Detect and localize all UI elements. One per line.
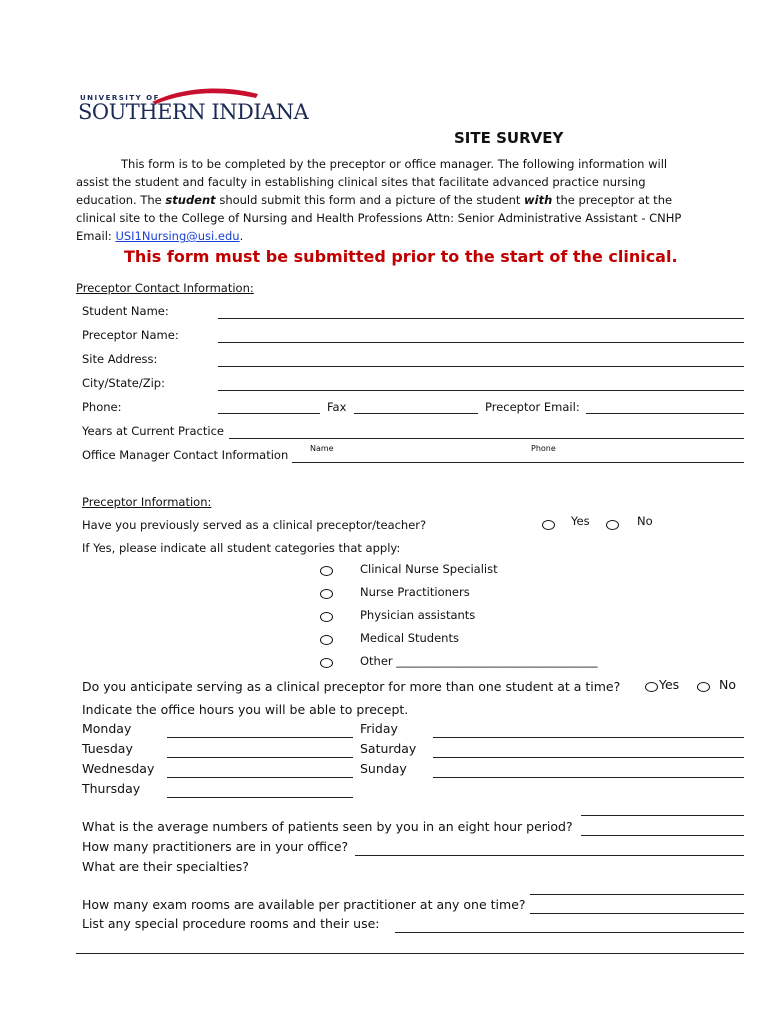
q-multiple-students: Do you anticipate serving as a clinical preceptor for more than one student at a time? — [82, 679, 621, 694]
wednesday-field[interactable] — [167, 777, 353, 778]
office-manager-field[interactable] — [292, 462, 744, 463]
student-name-field[interactable] — [218, 318, 744, 319]
site-address-label: Site Address: — [82, 352, 158, 366]
q-procedure-rooms: List any special procedure rooms and their use: — [82, 916, 380, 931]
monday-field[interactable] — [167, 737, 353, 738]
friday-field[interactable] — [433, 737, 744, 738]
category-other-label: Other ___________________________________ — [360, 654, 598, 668]
preceptor-email-label: Preceptor Email: — [485, 400, 580, 414]
category-med-radio[interactable] — [320, 635, 333, 645]
category-cns-radio[interactable] — [320, 566, 333, 576]
email-link[interactable]: USI1Nursing@usi.edu — [115, 229, 240, 243]
city-state-zip-field[interactable] — [218, 390, 744, 391]
phone-label: Phone: — [82, 400, 122, 414]
category-pa-radio[interactable] — [320, 612, 333, 622]
submission-warning: This form must be submitted prior to the start of the clinical. — [124, 247, 678, 266]
category-med-label: Medical Students — [360, 631, 459, 645]
page-title: SITE SURVEY — [454, 129, 564, 147]
student-name-label: Student Name: — [82, 304, 169, 318]
saturday-field[interactable] — [433, 757, 744, 758]
sunday-field[interactable] — [433, 777, 744, 778]
saturday-label: Saturday — [360, 741, 417, 756]
q2-yes-label: Yes — [659, 677, 680, 692]
category-other-radio[interactable] — [320, 658, 333, 668]
preceptor-email-field[interactable] — [586, 413, 744, 414]
q-patients-per-period: What is the average numbers of patients seen by you in an eight hour period? — [82, 819, 573, 834]
fax-label: Fax — [327, 400, 347, 414]
q1-yes-label: Yes — [571, 514, 590, 528]
q1-yes-radio[interactable] — [542, 520, 555, 530]
phone-field[interactable] — [218, 413, 320, 414]
practitioners-field[interactable] — [355, 855, 744, 856]
category-cns-label: Clinical Nurse Specialist — [360, 562, 498, 576]
intro-line-4: clinical site to the College of Nursing and Health Professions Attn: Senior Administrative Assistant - CNHP — [76, 211, 682, 225]
patients-field-top[interactable] — [581, 815, 744, 816]
q-practitioners-count: How many practitioners are in your office? — [82, 839, 349, 854]
intro-line-2: assist the student and faculty in establishing clinical sites that facilitate advanced practice nursing — [76, 175, 646, 189]
patients-field[interactable] — [581, 835, 744, 836]
q-previous-preceptor: Have you previously served as a clinical preceptor/teacher? — [82, 518, 427, 532]
q-specialties: What are their specialties? — [82, 859, 249, 874]
q1-no-label: No — [637, 514, 653, 528]
q2-no-label: No — [719, 677, 736, 692]
category-pa-label: Physician assistants — [360, 608, 476, 622]
years-practice-label: Years at Current Practice — [82, 424, 224, 438]
city-state-zip-label: City/State/Zip: — [82, 376, 165, 390]
q2-yes-radio[interactable] — [645, 682, 658, 692]
logo-main-text: SOUTHERN INDIANA — [78, 100, 309, 124]
category-np-radio[interactable] — [320, 589, 333, 599]
monday-label: Monday — [82, 721, 132, 736]
category-np-label: Nurse Practitioners — [360, 585, 470, 599]
exam-rooms-field[interactable] — [530, 913, 744, 914]
office-manager-phone-hint: Phone — [531, 444, 556, 453]
thursday-label: Thursday — [82, 781, 141, 796]
tuesday-label: Tuesday — [82, 741, 133, 756]
sunday-label: Sunday — [360, 761, 407, 776]
procedure-rooms-field[interactable] — [395, 932, 744, 933]
logo-top-text: UNIVERSITY OF — [80, 94, 160, 102]
thursday-field[interactable] — [167, 797, 353, 798]
office-hours-prompt: Indicate the office hours you will be able to precept. — [82, 702, 409, 717]
procedure-rooms-field-2[interactable] — [76, 953, 744, 954]
tuesday-field[interactable] — [167, 757, 353, 758]
intro-line-3: education. The student should submit this form and a picture of the student with the preceptor at the — [76, 193, 673, 207]
section-contact-heading: Preceptor Contact Information: — [76, 281, 254, 295]
site-address-field[interactable] — [218, 366, 744, 367]
exam-rooms-field-top[interactable] — [530, 894, 744, 895]
q-student-categories: If Yes, please indicate all student categories that apply: — [82, 541, 401, 555]
friday-label: Friday — [360, 721, 398, 736]
office-manager-label: Office Manager Contact Information — [82, 448, 289, 462]
years-practice-field[interactable] — [229, 438, 744, 439]
preceptor-name-label: Preceptor Name: — [82, 328, 179, 342]
intro-line-1: This form is to be completed by the preceptor or office manager. The following information will — [121, 157, 668, 171]
preceptor-name-field[interactable] — [218, 342, 744, 343]
section-preceptor-heading: Preceptor Information: — [82, 495, 212, 509]
q1-no-radio[interactable] — [606, 520, 619, 530]
wednesday-label: Wednesday — [82, 761, 155, 776]
office-manager-name-hint: Name — [310, 444, 334, 453]
q-exam-rooms: How many exam rooms are available per practitioner at any one time? — [82, 897, 526, 912]
q2-no-radio[interactable] — [697, 682, 710, 692]
fax-field[interactable] — [354, 413, 478, 414]
intro-line-5: Email: USI1Nursing@usi.edu. — [76, 229, 244, 243]
